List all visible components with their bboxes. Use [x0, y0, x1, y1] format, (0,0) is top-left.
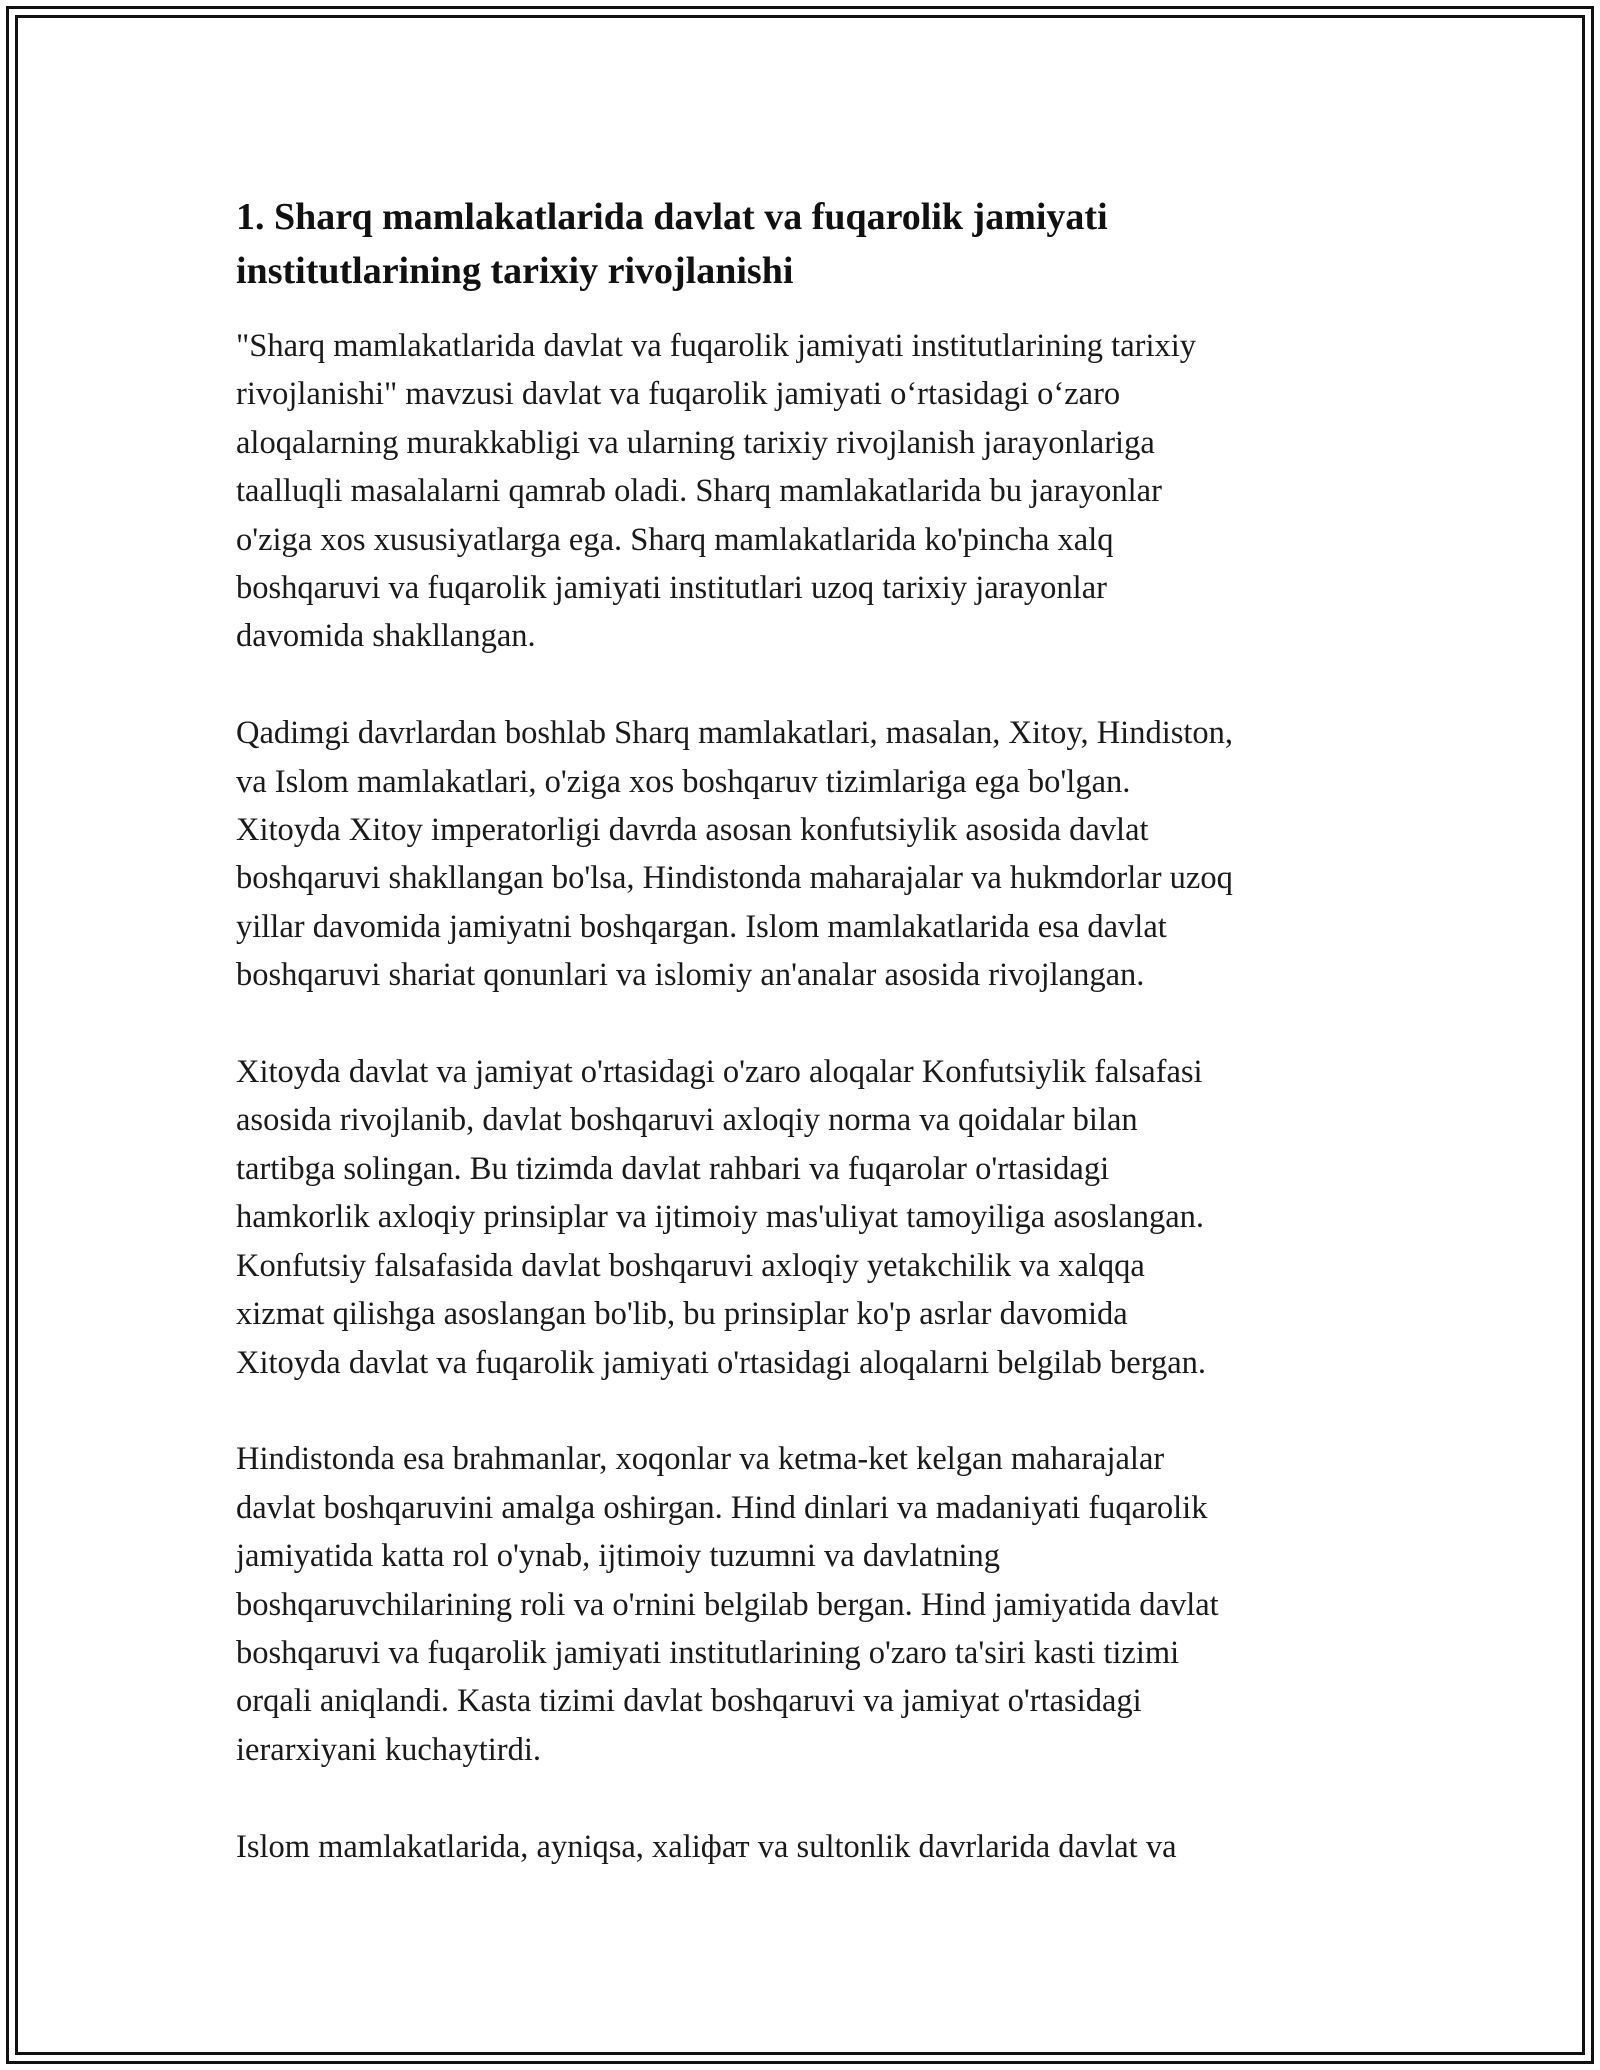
text-line: boshqaruvchilarining roli va o'rnini belgilab bergan. Hind jamiyatida davlat: [236, 1586, 1219, 1623]
text-line: rivojlanishi" mavzusi davlat va fuqarolik jamiyati o‘rtasidagi o‘zaro: [236, 376, 1121, 413]
heading-line: 1. Sharq mamlakatlarida davlat va fuqarolik jamiyati: [236, 196, 1108, 238]
text-line: Qadimgi davrlardan boshlab Sharq mamlakatlari, masalan, Xitoy, Hindiston,: [236, 715, 1234, 752]
heading-line: institutlarining tarixiy rivojlanishi: [236, 250, 794, 292]
text-line: Hindistonda esa brahmanlar, xoqonlar va ketma-ket kelgan maharajalar: [236, 1441, 1165, 1478]
text-line: yillar davomida jamiyatni boshqargan. Islom mamlakatlarida esa davlat: [236, 908, 1167, 945]
text-line: boshqaruvi shariat qonunlari va islomiy an'analar asosida rivojlangan.: [236, 957, 1145, 994]
paragraph-islamic-countries: [236, 1823, 1386, 1871]
text-line: boshqaruvi va fuqarolik jamiyati institutlarining o'zaro ta'siri kasti tizimi: [236, 1634, 1180, 1671]
text-line: o'ziga xos xususiyatlarga ega. Sharq mamlakatlarida ko'pincha xalq: [236, 521, 1114, 558]
text-line: va Islom mamlakatlari, o'ziga xos boshqaruv tizimlariga ega bo'lgan.: [236, 763, 1131, 800]
text-line: xizmat qilishga asoslangan bo'lib, bu prinsiplar ko'p asrlar davomida: [236, 1296, 1128, 1333]
text-line: "Sharq mamlakatlarida davlat va fuqarolik jamiyati institutlarining tarixiy: [236, 328, 1197, 364]
text-line: tartibga solingan. Bu tizimda davlat rahbari va fuqarolar o'rtasidagi: [236, 1150, 1110, 1187]
text-line: davomida shakllangan.: [236, 618, 536, 655]
text-line: Xitoyda davlat va jamiyat o'rtasidagi o'zaro aloqalar Konfutsiylik falsafasi: [236, 1054, 1203, 1091]
text-line: Xitoyda davlat va fuqarolik jamiyati o'rtasidagi aloqalarni belgilab bergan.: [236, 1344, 1207, 1381]
text-line: boshqaruvi va fuqarolik jamiyati institutlari uzoq tarixiy jarayonlar: [236, 570, 1107, 607]
text-line: jamiyatida katta rol o'ynab, ijtimoiy tuzumni va davlatning: [236, 1538, 1001, 1575]
text-line: hamkorlik axloqiy prinsiplar va ijtimoiy mas'uliyat tamoyiliga asoslangan.: [236, 1199, 1205, 1236]
paragraph-intro: [236, 322, 1386, 661]
document-body: [236, 190, 1386, 1919]
paragraph-india: [236, 1435, 1386, 1774]
text-line: aloqalarning murakkabligi va ularning tarixiy rivojlanish jarayonlariga: [236, 424, 1155, 461]
text-line: ierarxiyani kuchaytirdi.: [236, 1731, 542, 1768]
text-line: Konfutsiy falsafasida davlat boshqaruvi axloqiy yetakchilik va xalqqa: [236, 1247, 1145, 1284]
text-line: orqali aniqlandi. Kasta tizimi davlat boshqaruvi va jamiyat o'rtasidagi: [236, 1683, 1142, 1720]
text-line: boshqaruvi shakllangan bo'lsa, Hindistonda maharajalar va hukmdorlar uzoq: [236, 860, 1233, 897]
paragraph-china: [236, 1048, 1386, 1387]
text-line: Xitoyda Xitoy imperatorligi davrda asosan konfutsiylik asosida davlat: [236, 812, 1149, 849]
text-line: davlat boshqaruvini amalga oshirgan. Hind dinlari va madaniyati fuqarolik: [236, 1489, 1208, 1526]
text-line: taalluqli masalalarni qamrab oladi. Sharq mamlakatlarida bu jarayonlar: [236, 473, 1162, 510]
text-line: Islom mamlakatlarida, ayniqsa, xaliфат va sultonlik davrlarida davlat va: [236, 1828, 1177, 1865]
paragraph-ancient-eras: [236, 709, 1386, 999]
text-line: asosida rivojlanib, davlat boshqaruvi axloqiy norma va qoidalar bilan: [236, 1102, 1138, 1139]
section-heading: [236, 190, 1386, 298]
